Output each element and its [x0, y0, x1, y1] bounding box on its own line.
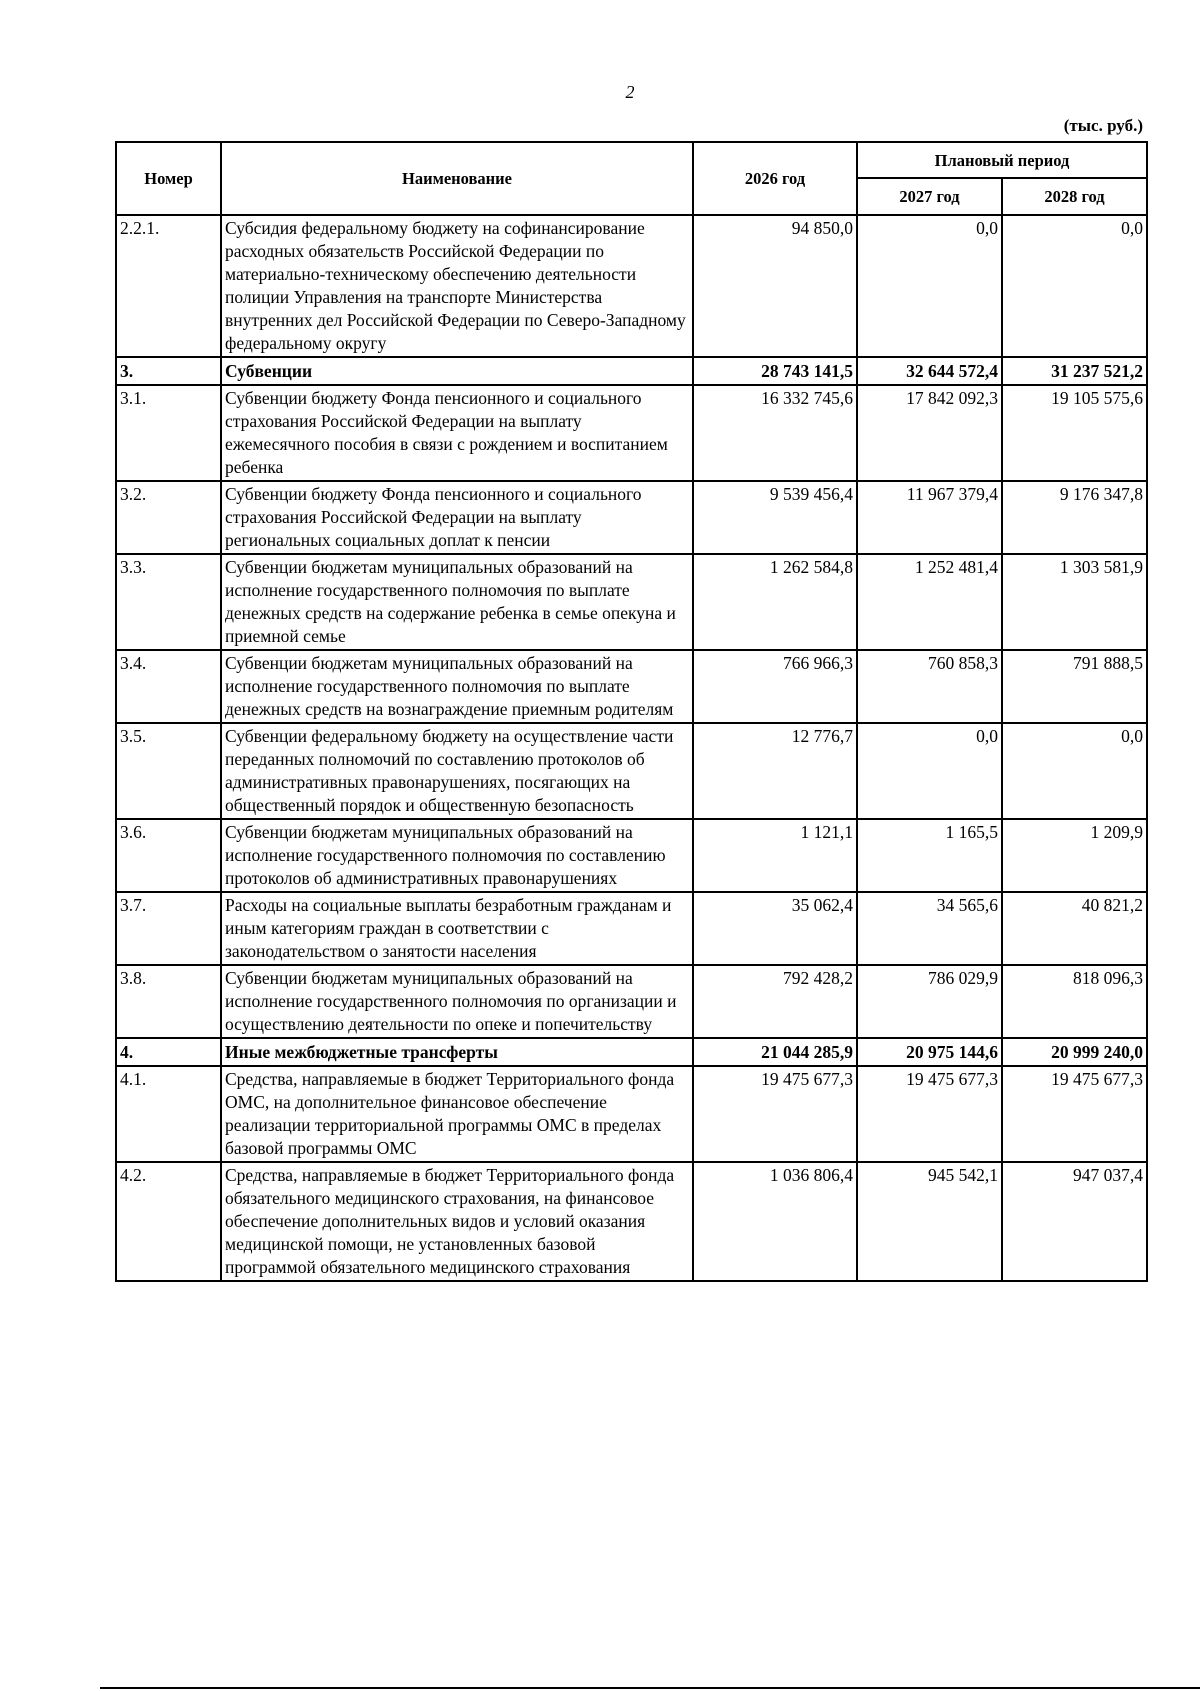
table-row [116, 965, 1147, 1038]
row-number: 3.7. [116, 892, 221, 965]
row-value-2026: 19 475 677,3 [693, 1066, 857, 1162]
row-name: Средства, направляемые в бюджет Территориального фонда ОМС, на дополнительное финансовое обеспечение реализации территориальной программы ОМС в пределах базовой программы ОМС [221, 1066, 693, 1162]
row-value-2027: 1 165,5 [857, 819, 1002, 892]
row-value-2026: 9 539 456,4 [693, 481, 857, 554]
table-row [116, 1038, 1147, 1066]
row-value-2028: 19 475 677,3 [1002, 1066, 1147, 1162]
row-name: Субвенции бюджетам муниципальных образований на исполнение государственного полномочия по составлению протоколов об административных правонарушениях [221, 819, 693, 892]
row-value-2027: 760 858,3 [857, 650, 1002, 723]
row-number: 3.3. [116, 554, 221, 650]
row-value-2028: 947 037,4 [1002, 1162, 1147, 1281]
row-value-2026: 16 332 745,6 [693, 385, 857, 481]
table-row [116, 892, 1147, 965]
header-plan-period: Плановый период [857, 142, 1147, 178]
row-value-2028: 20 999 240,0 [1002, 1038, 1147, 1066]
row-value-2027: 11 967 379,4 [857, 481, 1002, 554]
row-name: Субвенции бюджетам муниципальных образований на исполнение государственного полномочия по выплате денежных средств на содержание ребенка в семье опекуна и приемной семье [221, 554, 693, 650]
table-row [116, 1162, 1147, 1281]
row-value-2028: 0,0 [1002, 723, 1147, 819]
row-value-2026: 766 966,3 [693, 650, 857, 723]
row-number: 3.1. [116, 385, 221, 481]
row-number: 4.1. [116, 1066, 221, 1162]
table-row [116, 385, 1147, 481]
row-value-2027: 786 029,9 [857, 965, 1002, 1038]
row-value-2028: 19 105 575,6 [1002, 385, 1147, 481]
units-label: (тыс. руб.) [1063, 116, 1143, 135]
row-name: Субвенции федеральному бюджету на осуществление части переданных полномочий по составлению протоколов об административных правонарушениях, посягающих на общественный порядок и общественную безопасность [221, 723, 693, 819]
header-year-2027: 2027 год [857, 178, 1002, 215]
row-number: 2.2.1. [116, 215, 221, 357]
row-name: Субвенции бюджетам муниципальных образований на исполнение государственного полномочия по выплате денежных средств на вознаграждение приемным родителям [221, 650, 693, 723]
row-value-2027: 20 975 144,6 [857, 1038, 1002, 1066]
table-row [116, 554, 1147, 650]
row-number: 3.4. [116, 650, 221, 723]
row-name: Средства, направляемые в бюджет Территориального фонда обязательного медицинского страхования, на финансовое обеспечение дополнительных видов и условий оказания медицинской помощи, не установленных базовой программой обязательного медицинского страхования [221, 1162, 693, 1281]
row-value-2026: 21 044 285,9 [693, 1038, 857, 1066]
row-value-2028: 40 821,2 [1002, 892, 1147, 965]
table-row [116, 819, 1147, 892]
row-name: Субвенции бюджету Фонда пенсионного и социального страхования Российской Федерации на выплату региональных социальных доплат к пенсии [221, 481, 693, 554]
row-name: Субвенции бюджету Фонда пенсионного и социального страхования Российской Федерации на выплату ежемесячного пособия в связи с рождением и воспитанием ребенка [221, 385, 693, 481]
row-number: 4.2. [116, 1162, 221, 1281]
row-value-2028: 1 303 581,9 [1002, 554, 1147, 650]
row-name: Субвенции бюджетам муниципальных образований на исполнение государственного полномочия по организации и осуществлению деятельности по опеке и попечительству [221, 965, 693, 1038]
row-number: 3.8. [116, 965, 221, 1038]
row-number: 3. [116, 357, 221, 385]
page-number: 2 [625, 82, 635, 102]
budget-table [115, 141, 1148, 1282]
row-value-2026: 28 743 141,5 [693, 357, 857, 385]
row-value-2028: 791 888,5 [1002, 650, 1147, 723]
header-name: Наименование [221, 142, 693, 215]
row-value-2027: 17 842 092,3 [857, 385, 1002, 481]
row-value-2028: 0,0 [1002, 215, 1147, 357]
row-value-2028: 1 209,9 [1002, 819, 1147, 892]
table-row [116, 357, 1147, 385]
row-value-2027: 0,0 [857, 723, 1002, 819]
row-value-2027: 19 475 677,3 [857, 1066, 1002, 1162]
header-number: Номер [116, 142, 221, 215]
row-value-2026: 1 036 806,4 [693, 1162, 857, 1281]
row-value-2027: 1 252 481,4 [857, 554, 1002, 650]
table-row [116, 215, 1147, 357]
row-name: Субвенции [221, 357, 693, 385]
page-bottom-rule [100, 1687, 1200, 1689]
row-number: 3.6. [116, 819, 221, 892]
row-number: 3.2. [116, 481, 221, 554]
row-value-2026: 35 062,4 [693, 892, 857, 965]
row-name: Расходы на социальные выплаты безработным гражданам и иным категориям граждан в соответствии с законодательством о занятости населения [221, 892, 693, 965]
table-row [116, 1066, 1147, 1162]
row-name: Субсидия федеральному бюджету на софинансирование расходных обязательств Российской Федерации по материально-техническому обеспечению деятельности полиции Управления на транспорте Министерства внутренних дел Российской Федерации по Северо-Западному федеральному округу [221, 215, 693, 357]
row-value-2028: 9 176 347,8 [1002, 481, 1147, 554]
header-year-2026: 2026 год [693, 142, 857, 215]
header-year-2028: 2028 год [1002, 178, 1147, 215]
row-number: 3.5. [116, 723, 221, 819]
table-row [116, 723, 1147, 819]
row-value-2026: 94 850,0 [693, 215, 857, 357]
row-value-2027: 0,0 [857, 215, 1002, 357]
row-value-2028: 31 237 521,2 [1002, 357, 1147, 385]
row-value-2026: 1 262 584,8 [693, 554, 857, 650]
row-number: 4. [116, 1038, 221, 1066]
row-value-2026: 1 121,1 [693, 819, 857, 892]
row-name: Иные межбюджетные трансферты [221, 1038, 693, 1066]
row-value-2026: 12 776,7 [693, 723, 857, 819]
table-row [116, 650, 1147, 723]
table-row [116, 481, 1147, 554]
row-value-2027: 32 644 572,4 [857, 357, 1002, 385]
row-value-2027: 34 565,6 [857, 892, 1002, 965]
row-value-2027: 945 542,1 [857, 1162, 1002, 1281]
row-value-2028: 818 096,3 [1002, 965, 1147, 1038]
row-value-2026: 792 428,2 [693, 965, 857, 1038]
